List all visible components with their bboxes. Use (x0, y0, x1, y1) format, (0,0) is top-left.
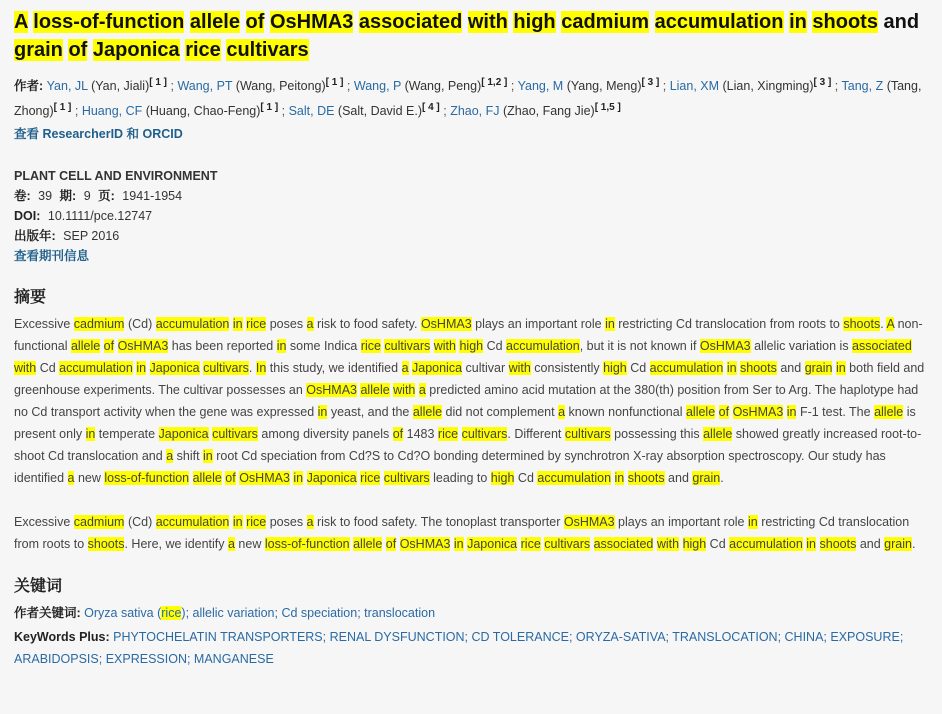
search-highlight: in (453, 537, 464, 551)
search-highlight: rice (246, 317, 267, 331)
search-highlight: in (232, 515, 243, 529)
search-highlight: accumulation (155, 317, 230, 331)
title-segment: loss-of-function (33, 11, 185, 33)
search-highlight: cultivars (203, 361, 249, 375)
search-highlight: allele (353, 537, 383, 551)
search-highlight: with (508, 361, 531, 375)
author-fullname: (Yang, Meng) (563, 79, 642, 93)
title-segment: Japonica (92, 39, 180, 61)
author-link[interactable]: Huang, CF (81, 104, 143, 118)
author-separator: ; (278, 104, 289, 118)
title-segment (649, 11, 655, 33)
author-separator: ; (507, 79, 518, 93)
author-separator: ; (71, 104, 82, 118)
doi-value: 10.1111/pce.12747 (47, 209, 153, 223)
author-fullname: (Lian, Xingming) (719, 79, 814, 93)
author-fullname: (Wang, Peng) (401, 79, 482, 93)
search-highlight: shoots (819, 537, 857, 551)
search-highlight: accumulation (155, 515, 230, 529)
title-segment: cultivars (226, 39, 309, 61)
search-highlight: allele (360, 383, 390, 397)
title-segment: OsHMA3 (269, 11, 354, 33)
search-highlight: accumulation (729, 537, 803, 551)
search-highlight: high (459, 339, 484, 353)
author-affiliation[interactable]: [ 1 ] (325, 77, 344, 88)
title-segment: of (245, 11, 265, 33)
authors-label: 作者: (14, 79, 47, 93)
volume-label: 卷: (14, 189, 31, 203)
author-keywords-link[interactable] (84, 606, 435, 620)
author-affiliation[interactable]: [ 3 ] (813, 77, 832, 88)
search-highlight: allele (70, 339, 101, 353)
search-highlight: Japonica (158, 427, 209, 441)
title-segment: rice (185, 39, 221, 61)
title-segment: in (789, 11, 807, 33)
title-segment: of (68, 39, 88, 61)
search-highlight: in (605, 317, 615, 331)
search-highlight: cultivars (384, 339, 431, 353)
search-highlight: Japonica (306, 471, 357, 485)
search-highlight: with (433, 339, 456, 353)
author-keywords-text-2: ); allelic variation; Cd speciation; translocation (181, 606, 436, 620)
author-affiliation[interactable]: [ 1 ] (260, 102, 279, 113)
author-fullname: (Huang, Chao-Feng) (142, 104, 261, 118)
search-highlight: in (786, 405, 797, 419)
author-link[interactable]: Yang, M (517, 79, 564, 93)
author-separator: ; (831, 79, 842, 93)
search-highlight: cultivars (383, 471, 430, 485)
search-highlight: in (276, 339, 287, 353)
search-highlight: a (228, 537, 235, 551)
keywords-plus (14, 626, 928, 670)
search-highlight: in (85, 427, 96, 441)
title-segment (240, 11, 246, 33)
title-segment: accumulation (654, 11, 784, 33)
journal-info-link[interactable]: 查看期刊信息 (14, 249, 90, 263)
title-segment: cadmium (561, 11, 650, 33)
author-affiliation[interactable]: [ 4 ] (421, 102, 440, 113)
date-label: 出版年: (14, 229, 56, 243)
search-highlight: rice (246, 515, 267, 529)
author-fullname: (Yan, Jiali) (87, 79, 150, 93)
search-highlight: OsHMA3 (399, 537, 451, 551)
keywords-plus-links[interactable]: PHYTOCHELATIN TRANSPORTERS; RENAL DYSFUNCTION; CD TOLERANCE; ORYZA-SATIVA; TRANSLOCATION; CHINA; EXPOSURE; ARABIDOPSIS; EXPRESSION; MANGANESE (14, 630, 904, 666)
search-highlight: loss-of-function (264, 537, 350, 551)
search-highlight: cultivars (461, 427, 508, 441)
title-segment: grain (14, 39, 63, 61)
journal-info (14, 166, 928, 266)
search-highlight: cadmium (73, 317, 125, 331)
author-affiliation[interactable]: [ 1,2 ] (481, 77, 508, 88)
search-highlight: allele (874, 405, 904, 419)
keywords-plus-label: KeyWords Plus: (14, 630, 110, 644)
search-highlight: with (14, 361, 37, 375)
abstract-heading: 摘要 (14, 289, 47, 306)
author-separator: ; (659, 79, 670, 93)
search-highlight: associated (593, 537, 654, 551)
search-highlight: a (166, 449, 174, 463)
author-link[interactable]: Wang, P (353, 79, 402, 93)
author-fullname: (Zhao, Fang Jie) (499, 104, 595, 118)
search-highlight: rice (360, 471, 381, 485)
search-highlight: cadmium (73, 515, 125, 529)
search-highlight: in (835, 361, 846, 375)
date-value: SEP 2016 (63, 229, 120, 243)
pages-label: 页: (98, 189, 115, 203)
search-highlight: Japonica (467, 537, 518, 551)
search-highlight: OsHMA3 (306, 383, 357, 397)
author-fullname: (Wang, Peitong) (232, 79, 326, 93)
search-highlight: of (225, 471, 236, 485)
search-highlight: accumulation (537, 471, 612, 485)
author-link[interactable]: Zhao, FJ (450, 104, 500, 118)
researcher-id-link[interactable]: 查看 ResearcherID 和 ORCID (14, 127, 183, 141)
author-keywords-label: 作者关键词: (14, 606, 81, 620)
search-highlight: a (67, 471, 75, 485)
title-segment: high (513, 11, 556, 33)
search-highlight: in (203, 449, 213, 463)
search-highlight: high (603, 361, 627, 375)
search-highlight: allele (703, 427, 733, 441)
issue-label: 期: (59, 189, 77, 203)
search-highlight: shoots (740, 361, 777, 375)
search-highlight: in (747, 515, 758, 529)
search-highlight: grain (884, 537, 912, 551)
search-highlight: in (614, 471, 625, 485)
search-highlight: OsHMA3 (732, 405, 784, 419)
author-keywords (14, 602, 928, 624)
search-highlight: loss-of-function (104, 471, 190, 485)
search-highlight: accumulation (59, 361, 133, 375)
search-highlight: with (656, 537, 680, 551)
search-highlight: allele (412, 405, 443, 419)
author-list (14, 72, 928, 122)
search-highlight: cultivars (544, 537, 591, 551)
search-highlight: rice (360, 339, 381, 353)
search-highlight: of (718, 405, 730, 419)
search-highlight: of (392, 427, 404, 441)
title-segment: associated (358, 11, 463, 33)
search-highlight: shoots (87, 537, 125, 551)
search-highlight: of (103, 339, 115, 353)
author-affiliation[interactable]: [ 1,5 ] (594, 102, 621, 113)
author-affiliation[interactable]: [ 3 ] (641, 77, 660, 88)
title-segment: and (877, 11, 920, 33)
search-highlight: grain (804, 361, 833, 375)
search-highlight: cultivars (564, 427, 611, 441)
search-highlight: in (136, 361, 147, 375)
search-highlight: in (293, 471, 304, 485)
search-highlight: in (726, 361, 737, 375)
doi-label: DOI: (14, 209, 41, 223)
abstract-paragraph-1: Excessive cadmium (Cd) accumulation in rice poses a risk to food safety. OsHMA3 plays an important role in restricting Cd translocation from roots to shoots. A non-functional allele of OsHMA3 has been reported in some Indica rice cultivars with high Cd accumulation, but it is not known if OsHMA3 allelic variation is associated with Cd accumulation in Japonica cultivars. In this study, we identified a Japonica cultivar with consistently high Cd accumulation in shoots and grain in both field and greenhouse experiments. The cultivar possesses an OsHMA3 allele with a predicted amino acid mutation at the 380(th) position from Ser to Arg. The haplotype had no Cd transport activity when the gene was expressed in yeast, and the allele did not complement a known nonfunctional allele of OsHMA3 in F-1 test. The allele is present only in temperate Japonica cultivars among diversity panels of 1483 rice cultivars. Different cultivars possessing this allele showed greatly increased root-to-shoot Cd translocation and a shift in root Cd speciation from Cd?S to Cd?O bonding determined by synchrotron X-ray absorption spectroscopy. Our study has identified a new loss-of-function allele of OsHMA3 in Japonica rice cultivars leading to high Cd accumulation in shoots and grain. (14, 317, 925, 485)
author-link[interactable]: Lian, XM (669, 79, 720, 93)
search-highlight: cultivars (212, 427, 258, 441)
author-link[interactable]: Yan, JL (46, 79, 88, 93)
title-segment: with (467, 11, 508, 33)
search-highlight: shoots (843, 317, 881, 331)
abstract (14, 313, 928, 555)
volume-value: 39 (38, 189, 53, 203)
page-title (14, 8, 928, 64)
author-fullname: (Salt, David E.) (334, 104, 422, 118)
search-highlight: a (306, 515, 314, 529)
search-highlight: OsHMA3 (239, 471, 290, 485)
search-highlight: In (255, 361, 267, 375)
search-highlight: OsHMA3 (699, 339, 751, 353)
search-highlight: a (306, 317, 314, 331)
author-affiliation[interactable]: [ 1 ] (53, 102, 72, 113)
author-affiliation[interactable]: [ 1 ] (149, 77, 168, 88)
title-segment: A (14, 11, 28, 33)
title-segment: shoots (812, 11, 878, 33)
search-highlight: a (418, 383, 426, 397)
author-separator: ; (439, 104, 451, 118)
search-highlight: in (806, 537, 817, 551)
title-segment: allele (189, 11, 240, 33)
keywords-heading: 关键词 (14, 578, 63, 595)
search-highlight: OsHMA3 (420, 317, 472, 331)
pages-value: 1941-1954 (122, 189, 183, 203)
search-highlight: OsHMA3 (117, 339, 169, 353)
search-highlight: of (385, 537, 397, 551)
search-highlight: allele (685, 405, 716, 419)
search-highlight: A (886, 317, 895, 331)
search-highlight: a (401, 361, 409, 375)
search-highlight: Japonica (412, 361, 463, 375)
search-highlight: high (490, 471, 515, 485)
author-link[interactable]: Wang, PT (177, 79, 233, 93)
search-highlight: a (558, 405, 566, 419)
search-highlight: OsHMA3 (563, 515, 615, 529)
search-highlight: allele (192, 471, 222, 485)
abstract-paragraph-2: Excessive cadmium (Cd) accumulation in rice poses a risk to food safety. The tonoplast transporter OsHMA3 plays an important role in restricting Cd translocation from roots to shoots. Here, we identify a new loss-of-function allele of OsHMA3 in Japonica rice cultivars associated with high Cd accumulation in shoots and grain. (14, 515, 916, 551)
search-highlight: Japonica (149, 361, 200, 375)
search-highlight: shoots (627, 471, 665, 485)
author-separator: ; (343, 79, 354, 93)
author-keywords-rice: rice (161, 606, 182, 620)
search-highlight: accumulation (506, 339, 580, 353)
author-separator: ; (167, 79, 178, 93)
search-highlight: in (232, 317, 243, 331)
search-highlight: high (682, 537, 707, 551)
search-highlight: accumulation (649, 361, 724, 375)
search-highlight: rice (437, 427, 459, 441)
author-fullname: (Tang, Zhong) (14, 79, 922, 118)
search-highlight: associated (852, 339, 912, 353)
journal-name: PLANT CELL AND ENVIRONMENT (14, 169, 218, 183)
author-link[interactable]: Tang, Z (841, 79, 884, 93)
author-link[interactable]: Salt, DE (288, 104, 335, 118)
issue-value: 9 (83, 189, 91, 203)
search-highlight: with (393, 383, 416, 397)
search-highlight: grain (692, 471, 721, 485)
author-keywords-text-1: Oryza sativa ( (84, 606, 162, 620)
search-highlight: rice (520, 537, 541, 551)
search-highlight: in (317, 405, 328, 419)
